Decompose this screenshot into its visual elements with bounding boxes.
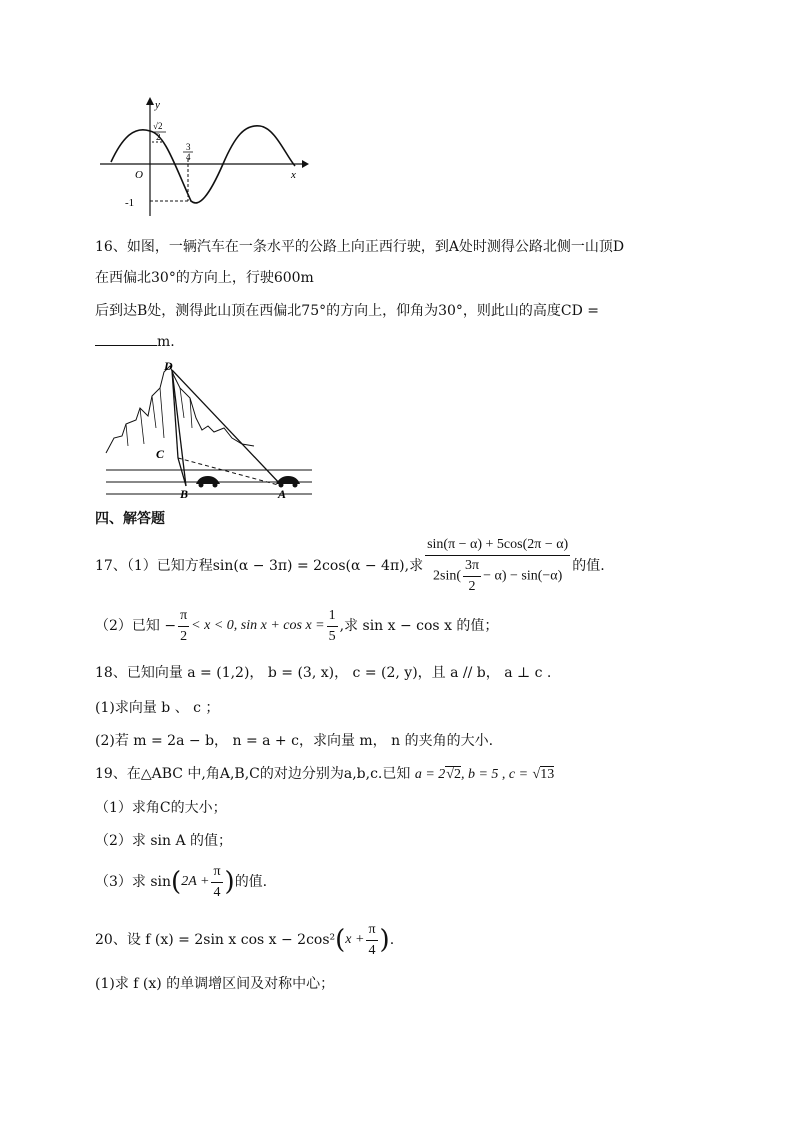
sine-graph bbox=[95, 96, 310, 218]
q19-line-1 bbox=[95, 764, 554, 785]
graph-y-label: y bbox=[155, 99, 160, 111]
q20-pi-over-4 bbox=[366, 920, 377, 961]
q17-den-c: − sin(−α) bbox=[510, 568, 563, 584]
graph-sqrt2-den: 2 bbox=[156, 132, 161, 142]
q19-sqrt2: √2 bbox=[446, 767, 461, 782]
q17-frac-num: sin(π − α) + 5cos(2π − α) bbox=[427, 537, 569, 552]
q19-pi-over-4 bbox=[211, 862, 222, 903]
q18-line-3: (2)若 m = 2a − b， n = a + c，求向量 m， n 的夹角的大小. bbox=[95, 733, 494, 749]
q19-sqrt2-val: 2 bbox=[453, 767, 461, 782]
q17-den-a: 2sin bbox=[433, 568, 457, 584]
graph-minus-one-label: -1 bbox=[125, 197, 135, 209]
answer-blank[interactable] bbox=[95, 331, 157, 346]
graph-four-label: 4 bbox=[186, 152, 191, 162]
q20-part-1: (1)求 f (x) 的单调增区间及对称中心； bbox=[95, 976, 335, 992]
q19-prefix: 19、在△ABC 中,角A,B,C的对边分别为a,b,c.已知 bbox=[95, 766, 411, 782]
q19-part3-arg: 2A + bbox=[181, 874, 210, 889]
q18-line-1: 18、已知向量 a = (1,2)， b = (3, x)， c = (2, y)，且 a // b， a ⊥ c . bbox=[95, 665, 552, 681]
q17-part-2 bbox=[95, 606, 498, 646]
q16-line-1: 16、如图，一辆汽车在一条水平的公路上向正西行驶，到A处时测得公路北侧一山顶D bbox=[95, 239, 625, 255]
q17-fraction bbox=[425, 535, 570, 597]
graph-three-label: 3 bbox=[186, 142, 191, 152]
q17-part-1 bbox=[95, 536, 605, 596]
q19-part-3: （3）求 sin ( 2A + $\frac{\pi}{4}$ ) 的值. bbox=[95, 862, 267, 902]
q17-part2-suffix: ,求 sin x − cos x 的值； bbox=[339, 618, 499, 634]
q19-part3-prefix: （3）求 sin bbox=[95, 874, 172, 890]
q19-part-2: （2）求 sin A 的值； bbox=[95, 833, 233, 849]
q20-prefix: 20、设 f (x) = 2sin x cos x − 2cos² bbox=[95, 932, 336, 948]
mountain-figure bbox=[104, 358, 316, 500]
q16-line-2: 在西偏北30°的方向上，行驶600m bbox=[95, 270, 314, 286]
q16-line-3: 后到达B处，测得此山顶在西偏北75°的方向上，仰角为30°，则此山的高度CD = bbox=[95, 303, 600, 319]
q17-two: 2 bbox=[178, 626, 189, 647]
q19-b: , b = 5 , c = bbox=[460, 767, 529, 782]
q17-one-fifth bbox=[327, 606, 338, 647]
q17-five: 5 bbox=[327, 626, 338, 647]
q17-pi: π bbox=[180, 607, 188, 623]
q16-line-4 bbox=[95, 331, 175, 352]
fig-label-D: D bbox=[164, 359, 173, 373]
q18-line-2: (1)求向量 b 、 c ； bbox=[95, 700, 220, 716]
q17-den-b: − α bbox=[483, 568, 502, 584]
graph-x-label: x bbox=[291, 169, 296, 181]
q17-one: 1 bbox=[328, 607, 336, 623]
q17-frac-den: 2sin( $\frac{3\pi}{2}$ − α) − sin(−α) bbox=[425, 555, 570, 597]
q17-part2-mid: < x < 0, sin x + cos x = bbox=[191, 618, 325, 633]
q17-part2-prefix: （2）已知 − bbox=[95, 618, 177, 634]
q19-sqrt13-val: 13 bbox=[540, 767, 555, 782]
q17-den-inner-num: 3π bbox=[465, 558, 480, 573]
q17-pi-over-2 bbox=[178, 606, 189, 647]
q19-four: 4 bbox=[211, 882, 222, 903]
q20-line-1: 20、设 f (x) = 2sin x cos x − 2cos² ( x + $\frac{\pi}{4}$ ) . bbox=[95, 920, 394, 960]
q16-unit: m. bbox=[157, 334, 175, 350]
q20-suffix: . bbox=[389, 932, 395, 948]
q19-part-1: （1）求角C的大小； bbox=[95, 800, 227, 816]
section-header: 四、解答题 bbox=[95, 511, 165, 527]
graph-sqrt2-num: √2 bbox=[153, 121, 163, 131]
q20-four: 4 bbox=[366, 940, 377, 961]
graph-origin-label: O bbox=[135, 169, 143, 181]
fig-label-C: C bbox=[156, 447, 165, 461]
q19-part3-suffix: 的值. bbox=[234, 874, 268, 890]
q17-den-inner-den: 2 bbox=[463, 576, 481, 597]
q17-part1-prefix: 17、（1）已知方程sin(α − 3π) = 2cos(α − 4π),求 bbox=[95, 558, 424, 574]
q20-arg: x + bbox=[345, 932, 365, 947]
fig-label-B: B bbox=[180, 487, 189, 500]
q19-sqrt13: √13 bbox=[532, 767, 555, 782]
q19-pi: π bbox=[213, 863, 221, 879]
fig-label-A: A bbox=[278, 487, 287, 500]
q19-a: a = 2 bbox=[414, 767, 446, 782]
q17-den-inner bbox=[463, 556, 481, 597]
q17-part1-suffix: 的值. bbox=[572, 558, 605, 574]
q20-pi: π bbox=[368, 921, 376, 937]
